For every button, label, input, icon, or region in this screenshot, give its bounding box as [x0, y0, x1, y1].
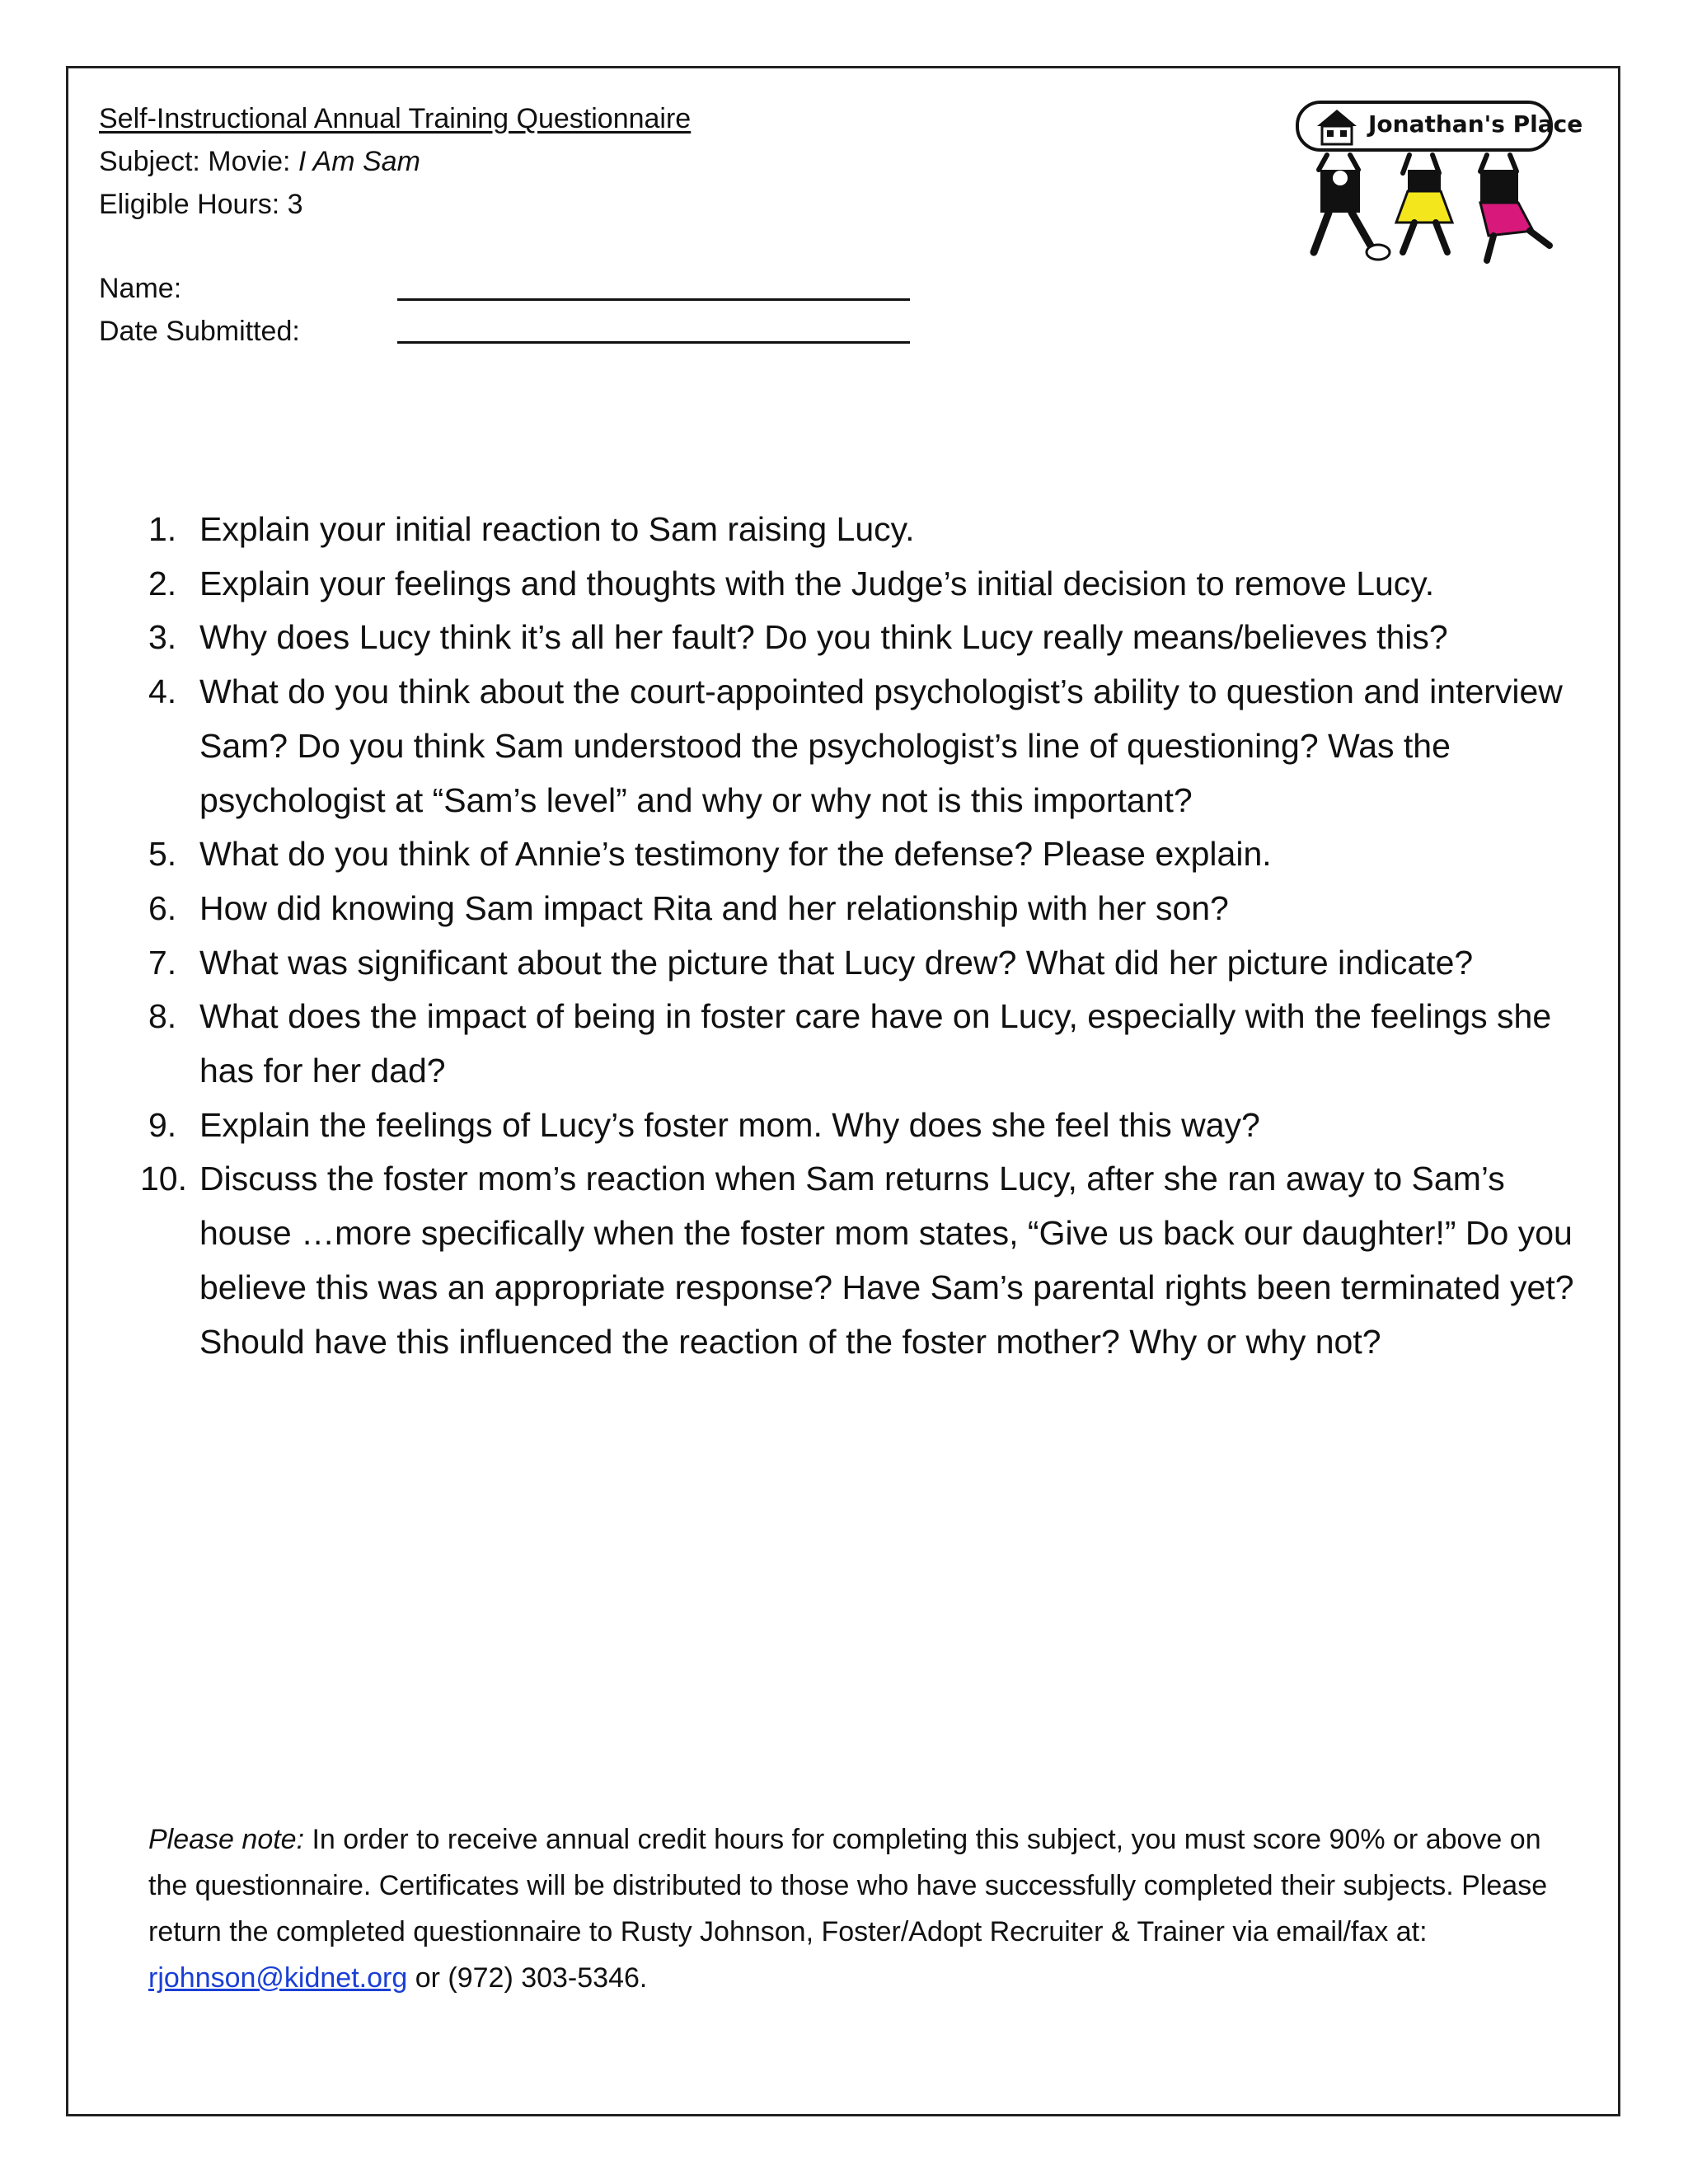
- question-text: Explain your initial reaction to Sam raising Lucy.: [199, 510, 915, 548]
- question-text: Explain your feelings and thoughts with the Judge’s initial decision to remove Lucy.: [199, 564, 1435, 602]
- logo-figures-icon: [1286, 91, 1566, 272]
- date-submitted-label: Date Submitted:: [99, 316, 300, 347]
- note-label: Please note:: [148, 1824, 305, 1855]
- please-note-paragraph: [148, 1816, 1566, 2001]
- question-text: How did knowing Sam impact Rita and her relationship with her son?: [199, 888, 1229, 927]
- question-text: What do you think of Annie’s testimony for the defense? Please explain.: [199, 835, 1272, 874]
- name-field-line[interactable]: [397, 298, 910, 301]
- question-item: [140, 827, 1591, 882]
- jonathans-place-logo: [1286, 91, 1583, 272]
- question-number: 8.: [148, 997, 177, 1036]
- question-text: What was significant about the picture that Lucy drew? What did her picture indicate?: [199, 943, 1474, 982]
- question-item: [140, 503, 1591, 557]
- subject-label: Subject: Movie:: [99, 146, 291, 177]
- question-item: [140, 557, 1591, 612]
- hours-label: Eligible Hours:: [99, 189, 280, 220]
- question-number: 10.: [140, 1160, 187, 1198]
- question-number: 3.: [148, 618, 177, 657]
- email-link[interactable]: rjohnson@kidnet.org: [148, 1962, 408, 1994]
- question-text: What does the impact of being in foster care have on Lucy, especially with the feelings she has for her dad?: [199, 997, 1552, 1090]
- question-item: [140, 936, 1591, 991]
- question-list: [140, 503, 1591, 1369]
- document-header: [99, 97, 691, 226]
- question-number: 9.: [148, 1105, 177, 1144]
- subject-value: I Am Sam: [298, 146, 420, 177]
- question-number: 2.: [148, 564, 177, 602]
- question-text: What do you think about the court-appointed psychologist’s ability to question and interview Sam? Do you think Sam understood the psychologist’s line of questioning? Was the psychologist at “Sam’s level” and why or why not is this important?: [199, 673, 1563, 819]
- question-item: [140, 611, 1591, 665]
- question-item: [140, 665, 1591, 827]
- question-item: [140, 1099, 1591, 1153]
- question-item: [140, 990, 1591, 1098]
- date-field-line[interactable]: [397, 341, 910, 344]
- question-item: [140, 1152, 1591, 1369]
- question-text: Why does Lucy think it’s all her fault? Do you think Lucy really means/believes this?: [199, 618, 1448, 657]
- question-text: Discuss the foster mom’s reaction when Sam returns Lucy, after she ran away to Sam’s house …more specifically when the foster mom states, “Give us back our daughter!” Do you believe this was an appropriate response? Have Sam’s parental rights been terminated yet? Should have this influenced the reaction of the foster mother? Why or why not?: [199, 1160, 1574, 1361]
- hours-value: 3: [287, 189, 303, 220]
- question-number: 1.: [148, 510, 177, 548]
- name-row: [99, 267, 300, 310]
- date-row: [99, 310, 300, 353]
- question-number: 6.: [148, 888, 177, 927]
- question-text: Explain the feelings of Lucy’s foster mom. Why does she feel this way?: [199, 1105, 1260, 1144]
- question-number: 5.: [148, 835, 177, 874]
- note-tail: or (972) 303-5346.: [407, 1962, 648, 1994]
- name-label: Name:: [99, 273, 182, 304]
- question-item: [140, 882, 1591, 936]
- subject-line: [99, 140, 691, 183]
- hours-line: [99, 183, 691, 226]
- document-title: Self-Instructional Annual Training Questionnaire: [99, 103, 692, 134]
- question-number: 4.: [148, 673, 177, 711]
- question-number: 7.: [148, 943, 177, 982]
- logo-text: Jonathan's Place: [1368, 110, 1583, 138]
- note-body: In order to receive annual credit hours for completing this subject, you must score 90% or above on the questionnaire. Certificates will be distributed to those who have successfully completed their subjects. Please return the completed questionnaire to Rusty Johnson, Foster/Adopt Recruiter & Trainer via email/fax at:: [148, 1824, 1548, 1947]
- form-fields: [99, 267, 300, 353]
